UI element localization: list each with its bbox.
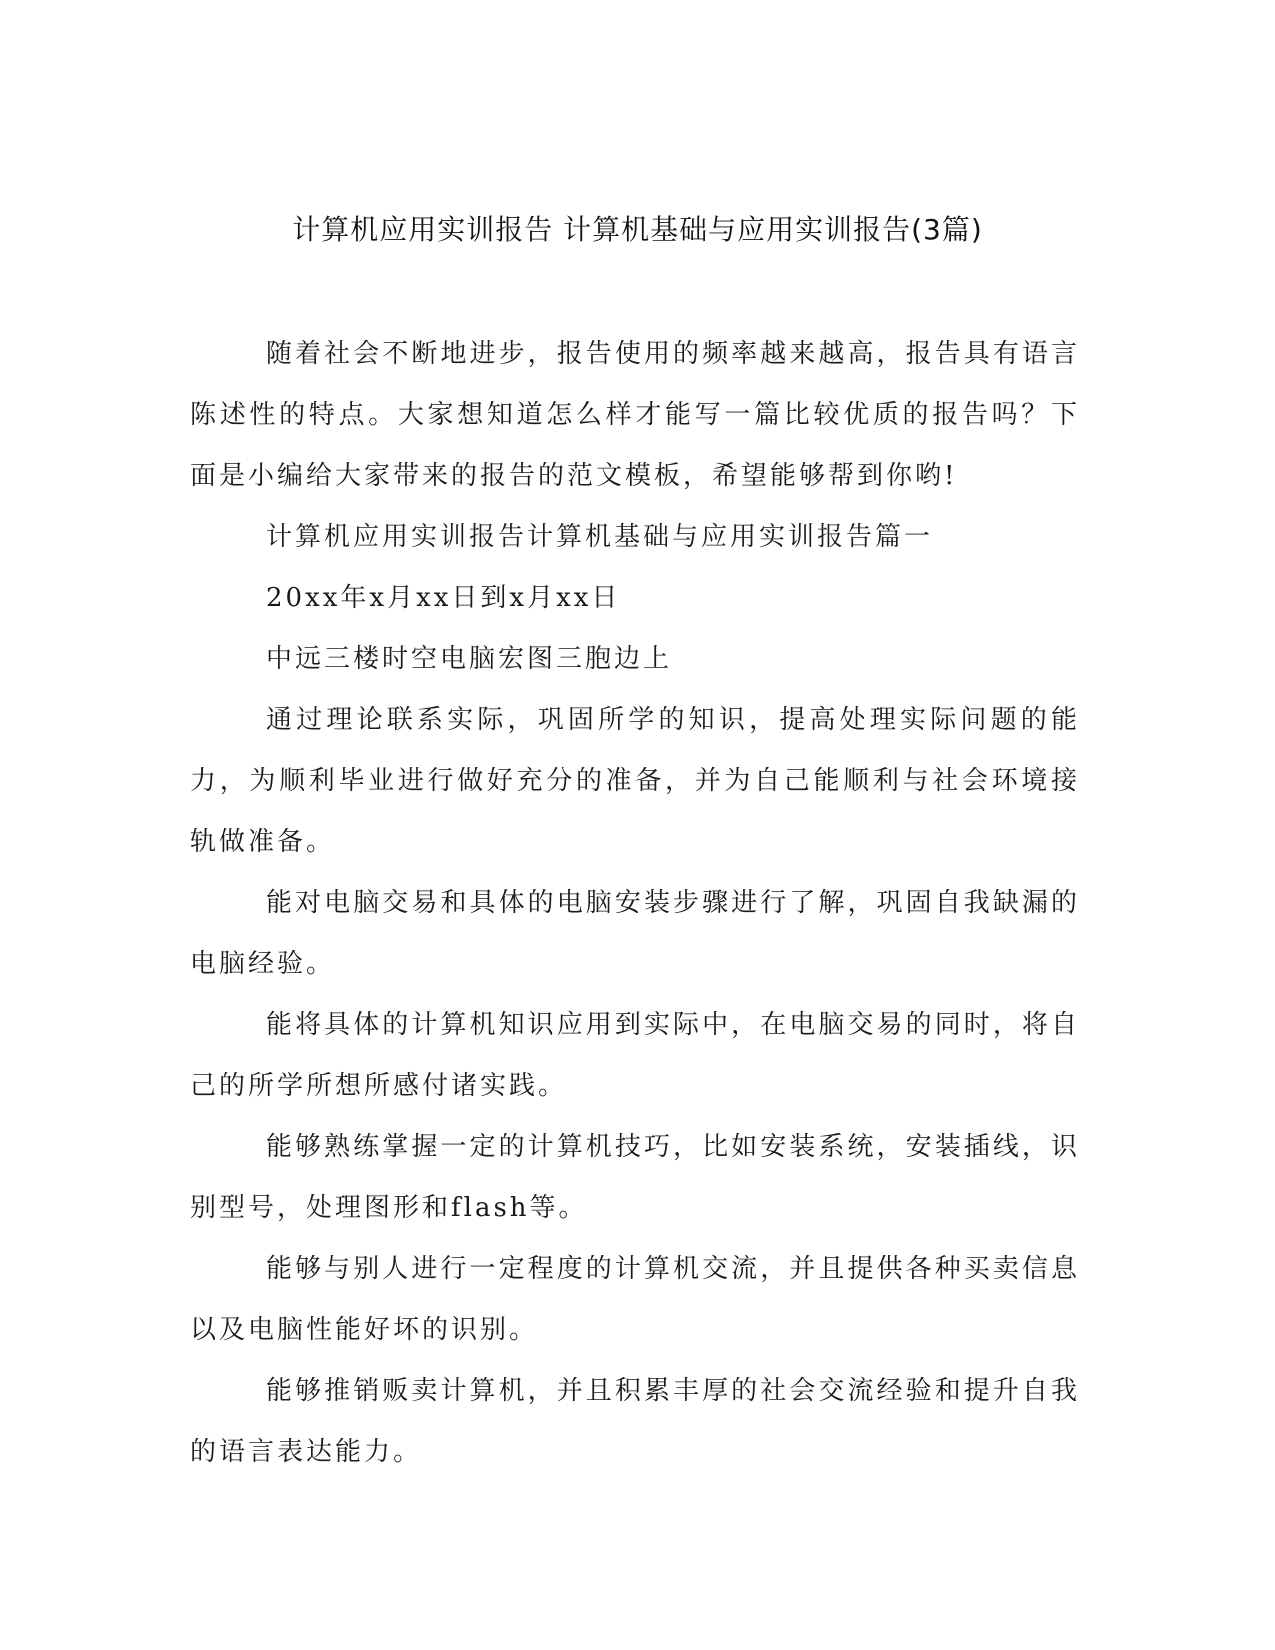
paragraph-purpose: 通过理论联系实际，巩固所学的知识，提高处理实际问题的能力，为顺利毕业进行做好充分的准备，并为自己能顺利与社会环境接轨做准备。 [190,705,1080,857]
paragraph-intro: 随着社会不断地进步，报告使用的频率越来越高，报告具有语言陈述性的特点。大家想知道怎么样才能写一篇比较优质的报告吗？下面是小编给大家带来的报告的范文模板，希望能够帮到你哟! [190,339,1080,491]
paragraph-goal-1: 能对电脑交易和具体的电脑安装步骤进行了解，巩固自我缺漏的电脑经验。 [190,888,1080,979]
paragraph-goal-3: 能够熟练掌握一定的计算机技巧，比如安装系统，安装插线，识别型号，处理图形和flash等。 [190,1132,1080,1223]
paragraph-location: 中远三楼时空电脑宏图三胞边上 [266,644,673,674]
document-title: 计算机应用实训报告 计算机基础与应用实训报告(3篇) [292,213,983,246]
paragraph-goal-5: 能够推销贩卖计算机，并且积累丰厚的社会交流经验和提升自我的语言表达能力。 [190,1376,1080,1467]
paragraph-section-heading: 计算机应用实训报告计算机基础与应用实训报告篇一 [266,522,934,552]
paragraph-goal-4: 能够与别人进行一定程度的计算机交流，并且提供各种买卖信息以及电脑性能好坏的识别。 [190,1254,1080,1345]
paragraph-date-range: 20xx年x月xx日到x月xx日 [266,583,621,613]
document-body [190,324,1080,1483]
paragraph-goal-2: 能将具体的计算机知识应用到实际中，在电脑交易的同时，将自己的所学所想所感付诸实践。 [190,1010,1080,1101]
